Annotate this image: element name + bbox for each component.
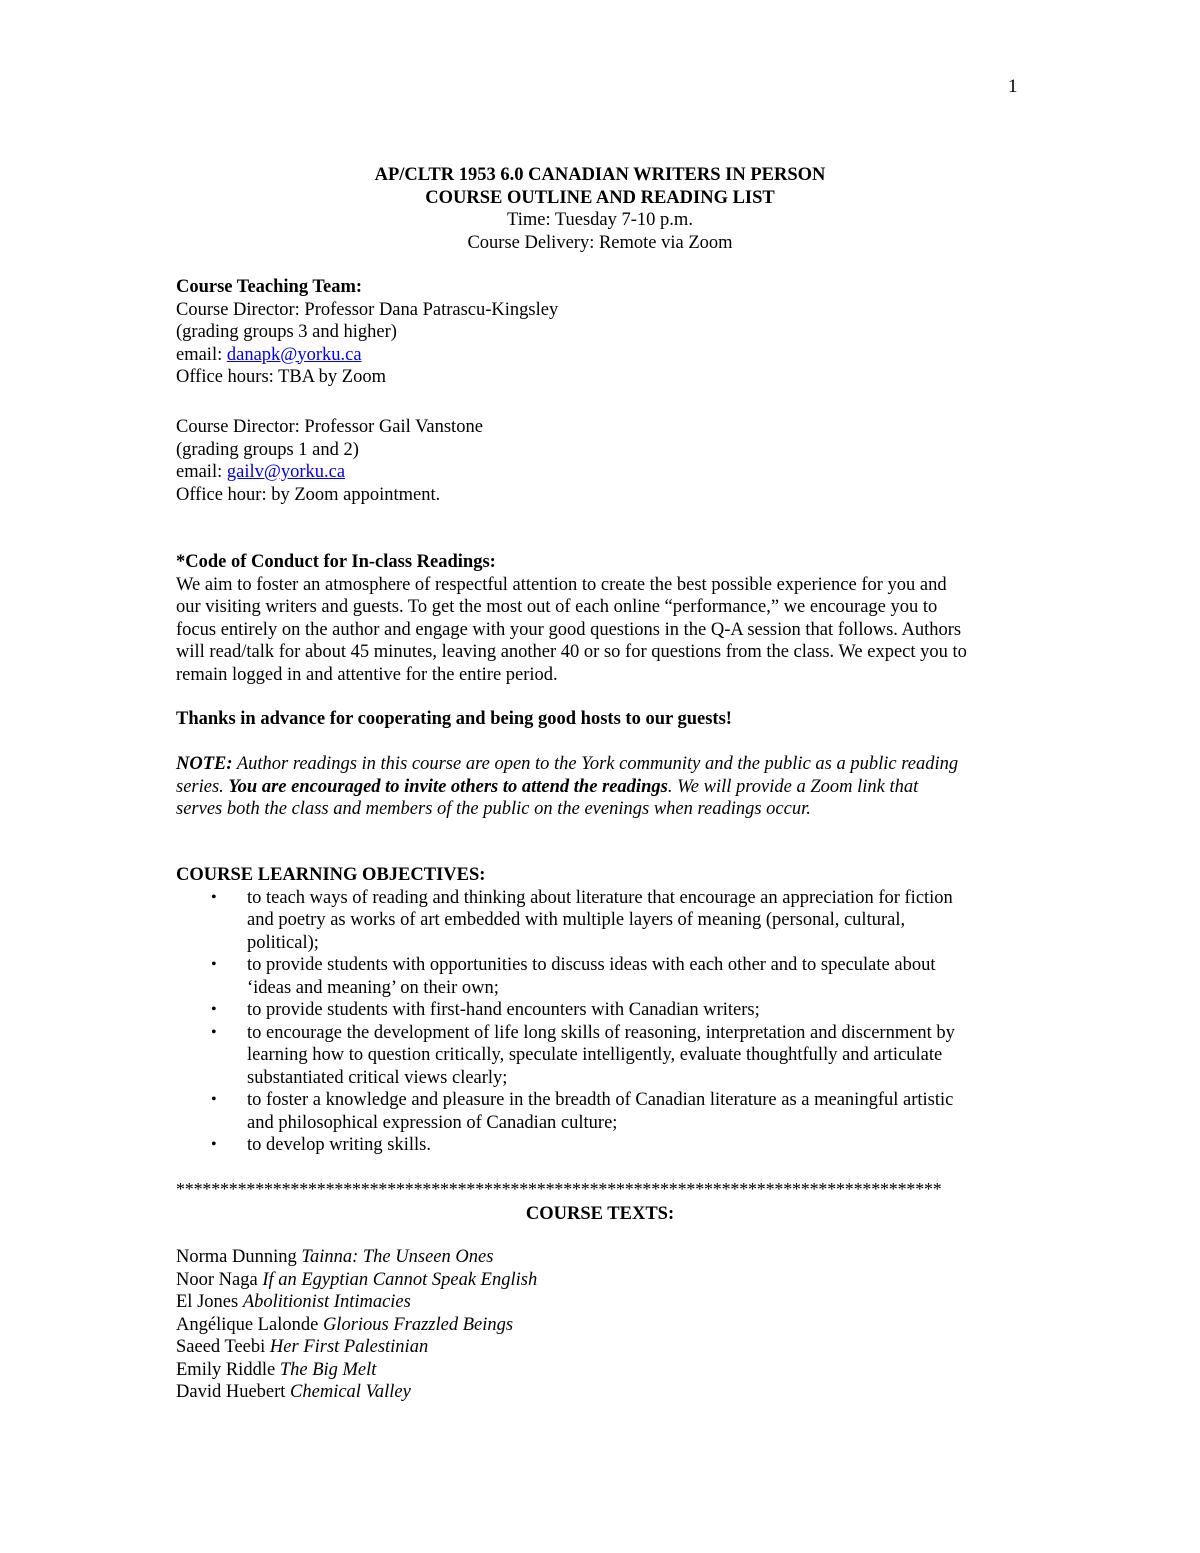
list-item bbox=[176, 1314, 1036, 1337]
text-title: Tainna: The Unseen Ones bbox=[301, 1247, 494, 1267]
code-of-conduct bbox=[176, 551, 1036, 686]
list-item bbox=[176, 1269, 1036, 1292]
list-item bbox=[176, 887, 1036, 955]
course-texts-list bbox=[176, 1246, 1036, 1404]
bullet-icon: • bbox=[211, 1136, 217, 1153]
objectives-list bbox=[176, 887, 1036, 1157]
text-author: David Huebert bbox=[176, 1382, 291, 1402]
course-delivery: Course Delivery: Remote via Zoom bbox=[467, 232, 733, 253]
conduct-line: our visiting writers and guests. To get the most out of each online “performance,” we encourage you to bbox=[176, 597, 938, 617]
note-text: . We will provide a Zoom link that bbox=[667, 776, 919, 797]
email-label: email: bbox=[176, 462, 227, 482]
list-item bbox=[176, 1134, 1036, 1157]
email-link-gailv[interactable]: gailv@yorku.ca bbox=[226, 462, 346, 482]
list-item bbox=[176, 1359, 1036, 1382]
conduct-line: We aim to foster an atmosphere of respectful attention to create the best possible experience for you and bbox=[176, 574, 947, 595]
objective-line: to teach ways of reading and thinking about literature that encourage an appreciation for fiction bbox=[247, 887, 953, 908]
teaching-team bbox=[176, 276, 1036, 389]
thanks-line: Thanks in advance for cooperating and being good hosts to our guests! bbox=[176, 709, 732, 729]
director-email-line bbox=[176, 344, 1036, 367]
teaching-team-heading: Course Teaching Team: bbox=[176, 277, 363, 297]
learning-objectives bbox=[176, 864, 1036, 1157]
objective-line: political); bbox=[247, 932, 319, 953]
director-groups: (grading groups 1 and 2) bbox=[176, 439, 359, 460]
objective-line: substantiated critical views clearly; bbox=[247, 1067, 508, 1088]
text-author: Noor Naga bbox=[176, 1269, 263, 1290]
separator-line: *************************************************************************************** bbox=[176, 1179, 942, 1199]
objective-line: and philosophical expression of Canadian culture; bbox=[247, 1112, 618, 1133]
document-header bbox=[0, 164, 1200, 254]
objective-line: to develop writing skills. bbox=[247, 1135, 431, 1155]
text-author: Emily Riddle bbox=[176, 1359, 280, 1380]
objective-line: to provide students with first-hand encounters with Canadian writers; bbox=[247, 1000, 760, 1020]
text-title: If an Egyptian Cannot Speak English bbox=[262, 1269, 538, 1290]
list-item bbox=[176, 1089, 1036, 1134]
conduct-heading: *Code of Conduct for In-class Readings: bbox=[176, 552, 496, 572]
director-groups: (grading groups 3 and higher) bbox=[176, 322, 397, 342]
bullet-icon: • bbox=[211, 1091, 217, 1108]
course-subtitle: COURSE OUTLINE AND READING LIST bbox=[425, 187, 775, 208]
note-line bbox=[176, 753, 1036, 776]
course-time: Time: Tuesday 7-10 p.m. bbox=[507, 210, 693, 230]
email-label: email: bbox=[176, 344, 227, 365]
bullet-icon: • bbox=[211, 888, 217, 906]
text-title: Her First Palestinian bbox=[269, 1337, 429, 1357]
conduct-line: focus entirely on the author and engage with your good questions in the Q-A session that follows. Authors bbox=[176, 619, 962, 640]
conduct-line: remain logged in and attentive for the entire period. bbox=[176, 664, 558, 685]
note-line bbox=[176, 776, 1036, 799]
text-author: Saeed Teebi bbox=[176, 1337, 270, 1357]
bullet-icon: • bbox=[211, 1001, 217, 1018]
text-title: Glorious Frazzled Beings bbox=[322, 1314, 514, 1335]
objective-line: to foster a knowledge and pleasure in the breadth of Canadian literature as a meaningful artistic bbox=[247, 1090, 954, 1110]
note-paragraph bbox=[176, 753, 1036, 821]
note-label: NOTE: bbox=[176, 754, 233, 774]
list-item bbox=[176, 1381, 1036, 1404]
list-item bbox=[176, 1022, 1036, 1090]
text-author: Angélique Lalonde bbox=[176, 1314, 323, 1335]
objectives-heading: COURSE LEARNING OBJECTIVES: bbox=[176, 865, 486, 885]
teaching-team-2 bbox=[176, 416, 1036, 506]
list-item bbox=[176, 1291, 1036, 1314]
course-title: AP/CLTR 1953 6.0 CANADIAN WRITERS IN PERSON bbox=[374, 165, 826, 185]
objective-line: and poetry as works of art embedded with multiple layers of meaning (personal, cultural, bbox=[247, 910, 906, 930]
note-line: serves both the class and members of the public on the evenings when readings occur. bbox=[176, 799, 811, 819]
list-item bbox=[176, 999, 1036, 1022]
bullet-icon: • bbox=[211, 956, 217, 973]
objective-line: learning how to question critically, speculate intelligently, evaluate thoughtfully and articulate bbox=[247, 1045, 943, 1065]
text-title: Chemical Valley bbox=[290, 1382, 411, 1402]
note-text: series. bbox=[176, 776, 229, 797]
email-link-danapk[interactable]: danapk@yorku.ca bbox=[226, 344, 362, 365]
director-name: Course Director: Professor Gail Vanstone bbox=[176, 417, 483, 437]
director-name: Course Director: Professor Dana Patrascu-Kingsley bbox=[176, 299, 559, 320]
objective-line: to encourage the development of life long skills of reasoning, interpretation and discernment by bbox=[247, 1022, 955, 1043]
director-hours: Office hours: TBA by Zoom bbox=[176, 367, 386, 387]
note-text: Author readings in this course are open to the York community and the public as a public reading bbox=[232, 754, 959, 774]
page-number: 1 bbox=[1008, 76, 1018, 97]
list-item bbox=[176, 1336, 1036, 1359]
course-texts-heading: COURSE TEXTS: bbox=[525, 1204, 675, 1224]
list-item bbox=[176, 954, 1036, 999]
text-title: Abolitionist Intimacies bbox=[242, 1292, 411, 1312]
text-author: Norma Dunning bbox=[176, 1247, 302, 1267]
list-item bbox=[176, 1246, 1036, 1269]
text-title: The Big Melt bbox=[279, 1359, 377, 1380]
director-hours: Office hour: by Zoom appointment. bbox=[176, 484, 441, 505]
note-emphasis: You are encouraged to invite others to attend the readings bbox=[228, 776, 668, 797]
conduct-line: will read/talk for about 45 minutes, leaving another 40 or so for questions from the class. We expect you to bbox=[176, 642, 967, 662]
text-author: El Jones bbox=[176, 1292, 243, 1312]
director-email-line bbox=[176, 461, 1036, 484]
objective-line: to provide students with opportunities to discuss ideas with each other and to speculate about bbox=[247, 955, 936, 975]
objective-line: ‘ideas and meaning’ on their own; bbox=[247, 977, 499, 998]
bullet-icon: • bbox=[211, 1023, 217, 1041]
